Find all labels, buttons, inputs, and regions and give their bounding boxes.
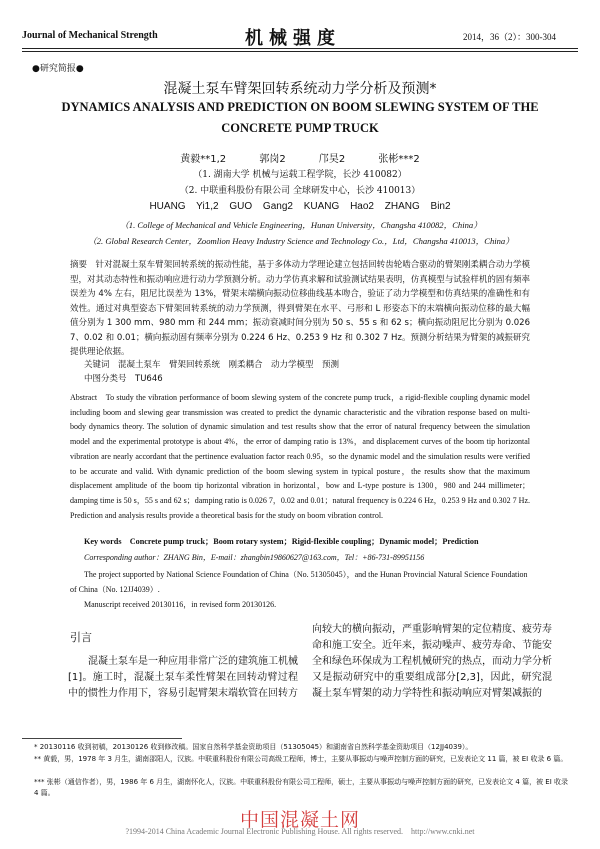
keywords-cn: 关键词 混凝土泵车 臂架回转系统 刚柔耦合 动力学模型 预测 <box>84 360 340 370</box>
intro-paragraph-left: 混凝土泵车是一种应用非常广泛的建筑施工机械[1]。施工时，混凝土泵车柔性臂架在回转动臂过程中的惯性力作用下，容易引起臂架末端软管在回转方 <box>68 656 298 699</box>
section-label: ●研究简报● <box>32 64 84 74</box>
manuscript-received: Manuscript received 20130116，in revised form 20130126. <box>84 600 277 609</box>
corresponding-author: Corresponding author：ZHANG Bin，E-mail：zhangbin19860627@163.com，Tel：+86-731-89951156 <box>84 553 425 562</box>
header-rule-thick <box>22 48 578 49</box>
title-en: DYNAMICS ANALYSIS AND PREDICTION ON BOOM SLEWING SYSTEM OF THE CONCRETE PUMP TRUCK <box>61 100 539 135</box>
journal-name-en: Journal of Mechanical Strength <box>22 30 158 41</box>
keywords-en: Key words Concrete pump truck；Boom rotary system；Rigid-flexible coupling；Dynamic model；Prediction <box>84 537 479 546</box>
funding-note: The project supported by National Science Foundation of China（No. 51305045），and the Hunan Provincial Natural Science Foundation of China（No. 12JJ4039）. <box>70 570 528 594</box>
affiliation-en-2: （2. Global Research Center，Zoomlion Heavy Industry Science and Technology Co.，Ltd，Changsha 410013，China） <box>88 236 514 246</box>
footnote-author-1: ** 黄毅，男，1978 年 3 月生，湖南邵阳人，汉族。中联重科股份有限公司高级工程师，博士，主要从事振动与噪声控制方面的研究，已发表论文 11 篇，被 EI 收录 6 篇。 <box>34 755 568 763</box>
footnote-author-2: *** 张彬（通信作者），男，1986 年 6 月生，湖南怀化人，汉族。中联重科股份有限公司工程师，硕士，主要从事振动与噪声控制方面的研究，已发表论文 4 篇，被 EI 收录 4 篇。 <box>34 778 569 797</box>
footnote-rule <box>22 738 182 739</box>
journal-name-cn: 机械强度 <box>245 28 341 49</box>
classification-cn: 中图分类号 TU646 <box>84 374 163 384</box>
intro-paragraph-right: 向较大的横向振动，严重影响臂架的定位精度、疲劳寿命和施工安全。近年来，振动噪声、疲劳寿命、节能安全和绿色环保成为工程机械研究的热点，而动力学分析又是振动研究中的重要组成部分[2,3]，因此，研究混凝土泵车臂架的动力学特性和振动响应对臂架减振的 <box>312 624 552 699</box>
title-cn: 混凝土泵车臂架回转系统动力学分析及预测* <box>163 81 437 97</box>
volume-info: 2014，36（2）：300-304 <box>463 32 556 42</box>
authors-en: HUANG Yi1,2 GUO Gang2 KUANG Hao2 ZHANG Bin2 <box>149 201 451 212</box>
footnote-received: * 20130116 收到初稿，20130126 收到修改稿。国家自然科学基金资助项目（51305045）和湖南省自然科学基金资助项目（12JJ4039）。 <box>34 743 473 751</box>
header-rule-thin <box>22 51 578 52</box>
copyright-footer: ?1994-2014 China Academic Journal Electronic Publishing House. All rights reserved. http://www.cnki.net <box>125 827 475 836</box>
affiliation-cn-2: （2. 中联重科股份有限公司 全球研发中心，长沙 410013） <box>179 186 421 196</box>
abstract-cn: 摘要 针对混凝土泵车臂架回转系统的振动性能，基于多体动力学理论建立包括回转齿轮啮合驱动的臂架刚柔耦合动力学模型，对其动态特性和振动响应进行动力学预测分析。动力学仿真求解和试验测试结果表明，仿真模型与试验样机的固有频率误差为 4% 左右，阻尼比误差为 13%，臂架末端横向振动位移曲线基本吻合，验证了动力学模型和仿真结果的准确性和有效性。通过对典型姿态下臂架回转系统的动力学预测，得到臂架在水平、弓形和 L 形姿态下的末端横向振动位移的最大幅值分别为 1 300 mm、980 mm 和 244 mm；振动衰减时间分别为 50 s、55 s 和 62 s；横向振动阻尼比分别为 0.026 7、0.02 和 0.01；横向振动固有频率分别为 0.224 6 Hz、0.253 9 Hz 和 0.302 7 Hz。预测分析结果为臂架的减振研究提供理论依据。 <box>70 260 530 357</box>
section-heading-intro: 引言 <box>70 631 92 644</box>
affiliation-cn-1: （1. 湖南大学 机械与运载工程学院，长沙 410082） <box>193 170 407 180</box>
affiliation-en-1: （1. College of Mechanical and Vehicle Engineering，Hunan University，Changsha 410082，China） <box>120 220 482 230</box>
watermark: 中国混凝土网 <box>239 809 360 831</box>
authors-cn: 黄毅**1,2 郭岗2 邝昊2 张彬***2 <box>180 154 420 165</box>
abstract-en: Abstract To study the vibration performance of boom slewing system of the concrete pump truck，a rigid-flexible coupling dynamic model including boom and slewing gear transmission was created to predict the dynamic characteristic and the vibration response based on multi-body dynamics theory. The solution of dynamic simulation and test results show that the error of natural frequency between the simulation model and the experimental prototype is about 4%，the error of damping ratio is 13%，and displacement curves of the boom tip horizontal vibration are nearly accordant that the pertinence evaluation factor reach 0.95，so the dynamic model and the simulation results were verified to be accurate and valid. With dynamic prediction of the boom slewing system in typical posture，the results show that the maximum displacement amplitude of the boom tip horizontal vibration in horizontal，bow and L-type posture is 1300，980 and 244 millimeter；damping time is 50 s，55 s and 62 s；damping ratio is 0.026 7，0.02 and 0.01；natural frequency is 0.224 6 Hz，0.253 9 Hz and 0.302 7 Hz. Prediction and analysis results provide a theoretical basis for the study on boom vibration control. <box>70 393 530 520</box>
